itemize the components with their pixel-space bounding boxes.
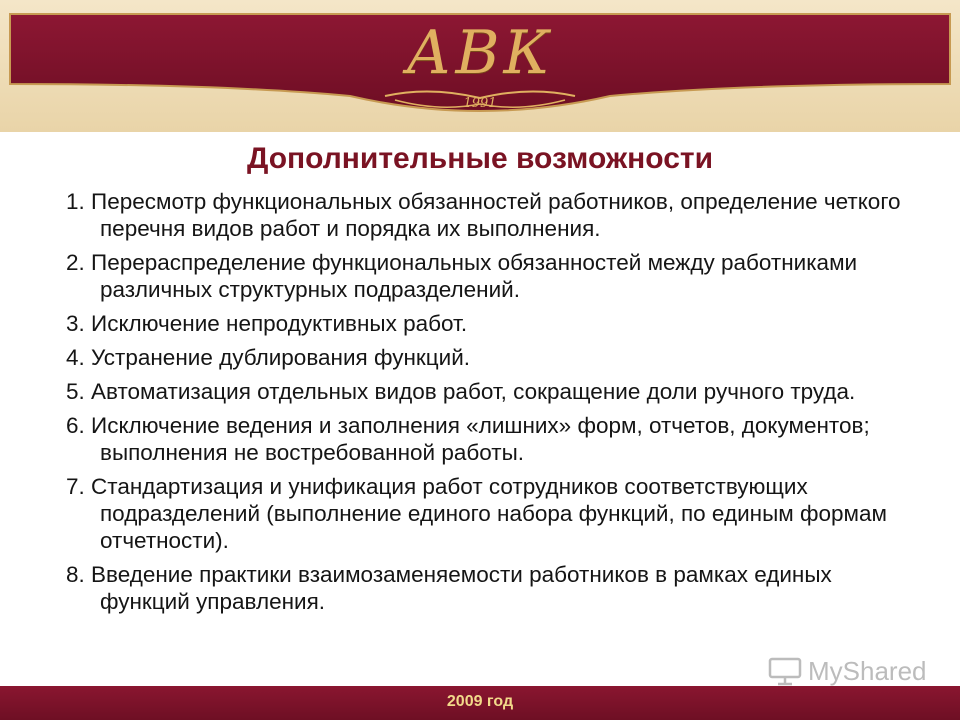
watermark-text: MyShared	[808, 656, 927, 686]
list-item: 7. Стандартизация и унификация работ сотрудников соответствующих подразделений (выполнение единого набора функций, по единым формам отчетности).	[66, 474, 887, 553]
slide-title: Дополнительные возможности	[246, 142, 714, 175]
presentation-icon	[768, 656, 802, 686]
list-item: 3. Исключение непродуктивных работ.	[66, 311, 468, 336]
footer-bar	[0, 686, 960, 720]
list-item: 2. Перераспределение функциональных обязанностей между работниками различных структурных подразделений.	[66, 250, 858, 302]
logo-text: АВК	[406, 18, 554, 88]
list-item: 1. Пересмотр функциональных обязанностей работников, определение четкого перечня видов работ и порядка их выполнения.	[66, 189, 901, 241]
header-banner	[0, 0, 960, 132]
logo	[360, 12, 600, 122]
feature-list	[66, 188, 926, 622]
list-item: 4. Устранение дублирования функций.	[66, 345, 471, 370]
list-item: 8. Введение практики взаимозаменяемости работников в рамках единых функций управления.	[66, 562, 832, 614]
logo-year: 1991	[463, 96, 497, 111]
list-item: 5. Автоматизация отдельных видов работ, сокращение доли ручного труда.	[66, 379, 856, 404]
list-item: 6. Исключение ведения и заполнения «лишних» форм, отчетов, документов; выполнения не востребованной работы.	[66, 413, 870, 465]
footer-year: 2009 год	[446, 693, 514, 710]
